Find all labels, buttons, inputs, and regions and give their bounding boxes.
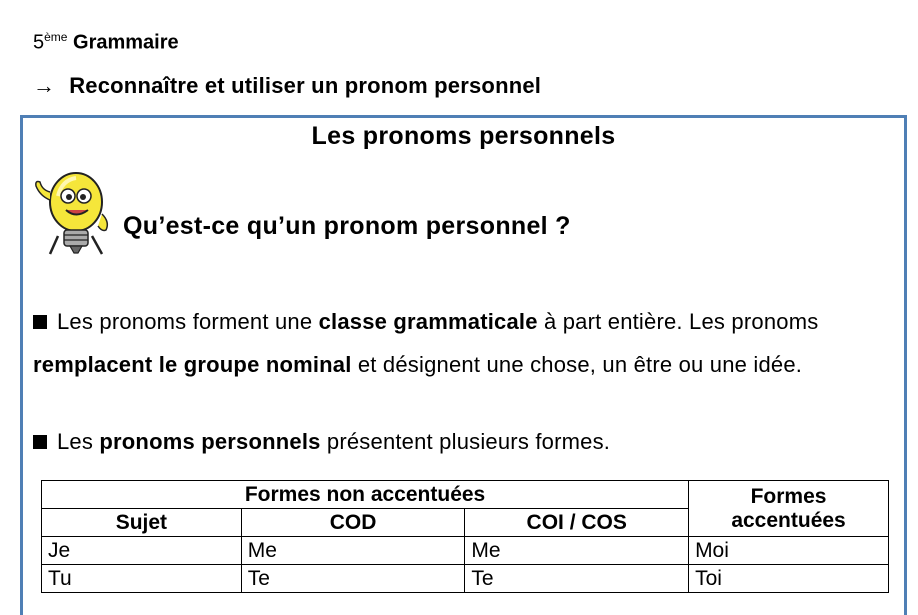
header-coi-cos: COI / COS <box>465 509 689 537</box>
level-heading <box>33 30 179 55</box>
table-header-row <box>42 481 889 509</box>
objective-text: Reconnaître et utiliser un pronom personnel <box>69 73 542 98</box>
paragraph-personal-pronouns <box>33 429 893 455</box>
text-run: et désignent une chose, un être ou une idée. <box>351 352 803 377</box>
table-cell: Je <box>42 537 242 565</box>
subject-label: Grammaire <box>73 31 179 54</box>
bullet-square-icon <box>33 435 47 449</box>
text-run-bold: remplacent le groupe nominal <box>33 352 352 377</box>
objective-line <box>33 73 541 99</box>
lightbulb-mascot-icon <box>32 166 114 260</box>
level-suffix: ème <box>44 30 68 44</box>
arrow-icon: → <box>33 73 56 98</box>
table-row <box>42 537 889 565</box>
table-cell: Me <box>241 537 465 565</box>
text-run-bold: pronoms personnels <box>99 429 321 454</box>
table-cell: Moi <box>689 537 889 565</box>
text-run: à part entière. Les pronoms <box>537 309 819 334</box>
table-cell: Me <box>465 537 689 565</box>
text-run-bold: classe grammaticale <box>318 309 538 334</box>
level-number: 5 <box>33 31 45 54</box>
table-cell: Tu <box>42 565 242 593</box>
table-row <box>42 565 889 593</box>
table-cell: Te <box>465 565 689 593</box>
bullet-square-icon <box>33 315 47 329</box>
header-accented: Formes accentuées <box>689 481 889 537</box>
table-cell: Toi <box>689 565 889 593</box>
header-non-accented: Formes non accentuées <box>42 481 689 509</box>
text-run: Les <box>57 429 100 454</box>
question-heading: Qu’est-ce qu’un pronom personnel ? <box>123 212 571 240</box>
lesson-box <box>20 115 907 615</box>
header-cod: COD <box>241 509 465 537</box>
lesson-title: Les pronoms personnels <box>311 122 616 150</box>
text-run: Les pronoms forment une <box>57 309 319 334</box>
header-sujet: Sujet <box>42 509 242 537</box>
pronoun-forms-table <box>41 480 889 593</box>
paragraph-pronouns-class <box>33 300 893 386</box>
table-cell: Te <box>241 565 465 593</box>
text-run: présentent plusieurs formes. <box>320 429 611 454</box>
